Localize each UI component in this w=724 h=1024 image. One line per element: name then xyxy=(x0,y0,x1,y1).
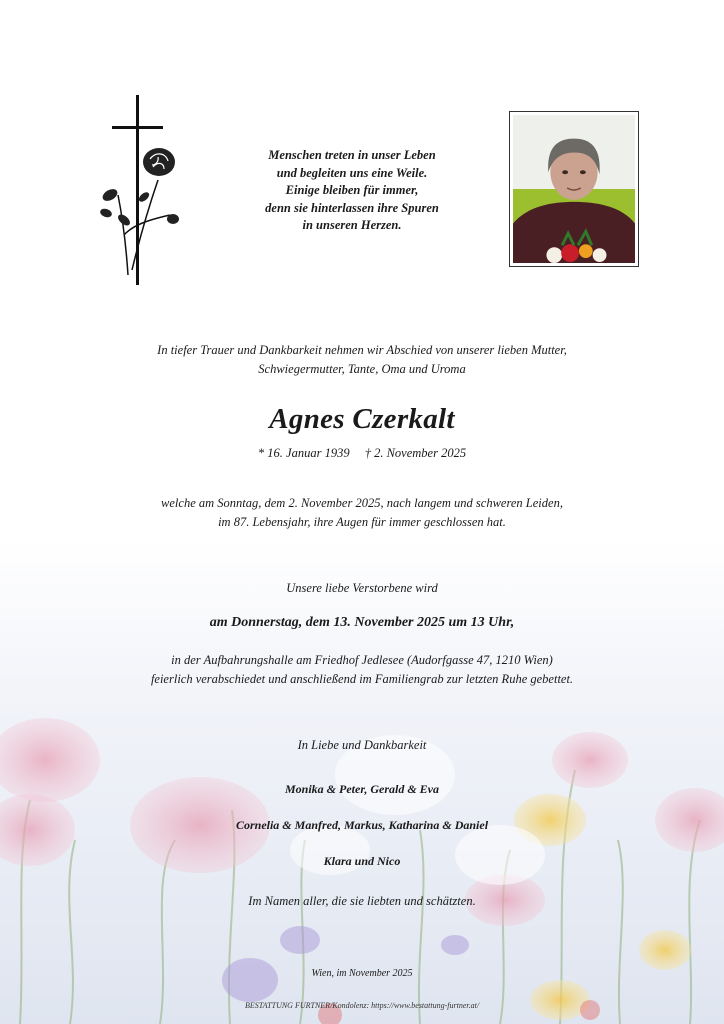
ceremony-announcement: Unsere liebe Verstorbene wird xyxy=(286,581,438,595)
life-dates xyxy=(0,446,724,461)
memorial-poem xyxy=(222,147,482,235)
passing-line: welche am Sonntag, dem 2. November 2025, nach langem und schweren Leiden, xyxy=(161,496,563,510)
intro-line: In tiefer Trauer und Dankbarkeit nehmen wir Abschied von unserer lieben Mutter, xyxy=(157,343,567,357)
place-date: Wien, im November 2025 xyxy=(311,968,413,979)
intro-text xyxy=(0,341,724,379)
birth-date: * 16. Januar 1939 xyxy=(257,446,350,460)
mourners-intro: In Liebe und Dankbarkeit xyxy=(297,738,427,752)
cross-with-rose-icon xyxy=(98,95,188,287)
deceased-name: Agnes Czerkalt xyxy=(269,403,455,435)
poem-line: Menschen treten in unser Leben xyxy=(268,148,436,162)
portrait-photo xyxy=(509,111,639,267)
ceremony-location xyxy=(0,651,724,689)
poem-line: in unseren Herzen. xyxy=(302,218,402,232)
passing-line: im 87. Lebensjahr, ihre Augen für immer geschlossen hat. xyxy=(218,515,506,529)
footer-link[interactable]: BESTATTUNG FURTNER/Kondolenz: https://www.bestattung-furtner.at/ xyxy=(244,1001,480,1010)
poem-line: Einige bleiben für immer, xyxy=(285,183,419,197)
ceremony-date: am Donnerstag, dem 13. November 2025 um 13 Uhr, xyxy=(209,615,515,630)
mourner-group: Cornelia & Manfred, Markus, Katharina & Daniel xyxy=(235,818,489,832)
mourner-group: Monika & Peter, Gerald & Eva xyxy=(285,782,439,796)
death-date: † 2. November 2025 xyxy=(364,446,467,460)
mourners-closing: Im Namen aller, die sie liebten und schätzten. xyxy=(248,894,476,908)
location-line: feierlich verabschiedet und anschließend im Familiengrab zur letzten Ruhe gebettet. xyxy=(150,672,574,686)
intro-line: Schwiegermutter, Tante, Oma und Uroma xyxy=(258,362,466,376)
location-line: in der Aufbahrungshalle am Friedhof Jedlesee (Audorfgasse 47, 1210 Wien) xyxy=(171,653,553,667)
passing-text xyxy=(0,494,724,532)
mourner-group: Klara und Nico xyxy=(323,854,401,868)
poem-line: und begleiten uns eine Weile. xyxy=(276,165,428,180)
poem-line: denn sie hinterlassen ihre Spuren xyxy=(265,200,439,215)
